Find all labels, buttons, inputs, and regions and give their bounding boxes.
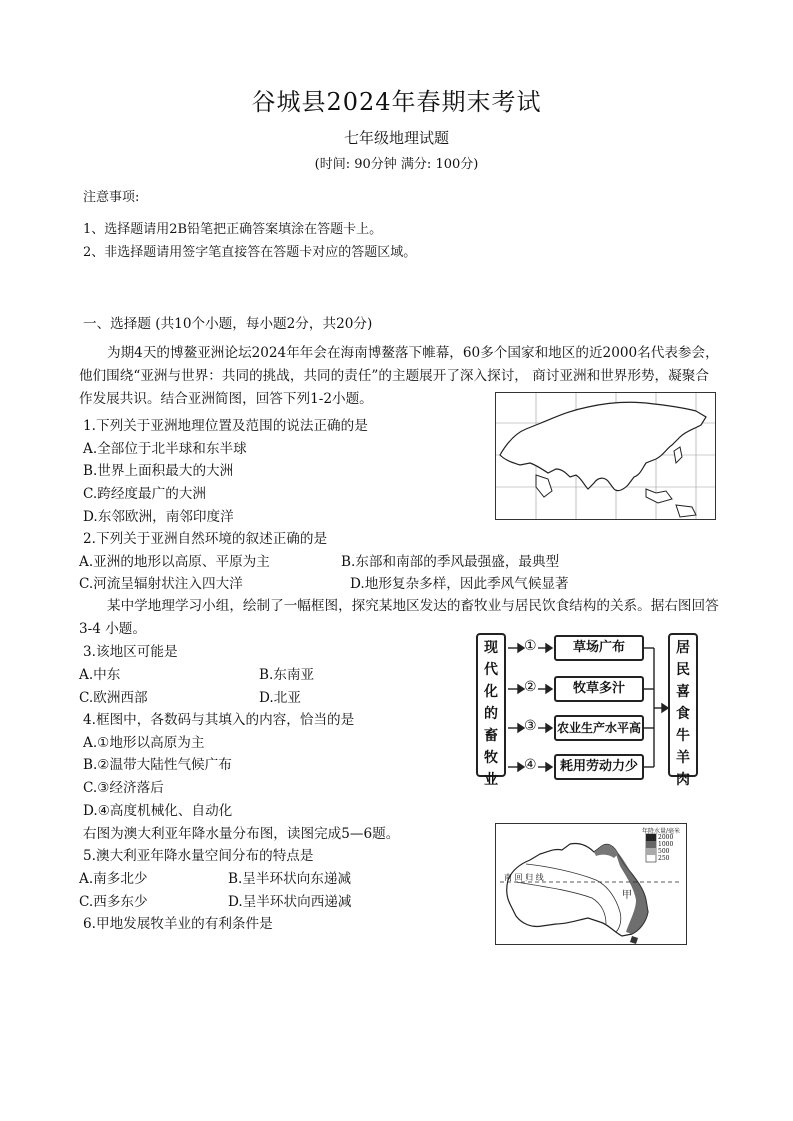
section-heading: 一、选择题 (共10个小题，每小题2分，共20分)	[83, 316, 373, 332]
q2-stem: 2.下列关于亚洲自然环境的叙述正确的是	[83, 531, 328, 547]
australia-rainfall-map	[495, 823, 687, 945]
q3-stem: 3.该地区可能是	[83, 644, 178, 660]
q3-option-b: B.东南亚	[259, 667, 315, 683]
q5-option-c: C.西多东少	[79, 894, 148, 910]
q1-option-b: B.世界上面积最大的大洲	[83, 463, 234, 479]
intro3-text: 右图为澳大利亚年降水量分布图，读图完成5—6题。	[83, 826, 400, 842]
flow-num-4: ④	[524, 757, 537, 773]
modern-livestock-box	[476, 633, 506, 788]
q5-stem: 5.澳大利亚年降水量空间分布的特点是	[83, 848, 314, 864]
legend-value-3: 500	[658, 848, 670, 855]
asia-map-graphic	[496, 393, 715, 519]
q4-option-b: B.②温带大陆性气候广布	[83, 757, 232, 773]
legend-value-1: 2000	[658, 834, 674, 841]
notes-heading: 注意事项:	[83, 190, 140, 205]
intro2-paragraph: 某中学地理学习小组，绘制了一幅框图，探究某地区发达的畜牧业与居民饮食结构的关系。据右图回答3-4 小题。	[79, 598, 719, 637]
note-item-2: 2、非选择题请用签字笔直接答在答题卡对应的答题区域。	[83, 245, 417, 260]
legend-title: 年降水量/毫米	[642, 828, 681, 835]
note-item-1: 1、选择题请用2B铅笔把正确答案填涂在答题卡上。	[83, 222, 383, 237]
q3-option-d: D.北亚	[259, 690, 301, 706]
q4-option-a: A.①地形以高原为主	[83, 735, 205, 751]
q5-option-d: D.呈半环状向西递减	[228, 894, 352, 910]
legend-value-2: 1000	[658, 841, 674, 848]
q2-option-b: B.东部和南部的季风最强盛，最典型	[341, 554, 560, 570]
flow-num-1: ①	[524, 638, 537, 654]
flow-num-3: ③	[524, 718, 537, 734]
q2-option-a: A.亚洲的地形以高原、平原为主	[79, 554, 270, 570]
flow-box-4: 耗用劳动力少	[554, 754, 644, 780]
q2-option-d: D.地形复杂多样，因此季风气候显著	[350, 576, 569, 592]
place-jia-label: 甲	[622, 890, 632, 901]
exam-subtitle: 七年级地理试题	[343, 129, 449, 147]
time-score: (时间: 90分钟 满分: 100分)	[314, 157, 479, 172]
q5-option-a: A.南多北少	[79, 871, 148, 887]
residents-diet-label: 居民喜食牛羊肉	[676, 640, 690, 788]
asia-map	[495, 392, 716, 520]
flow-box-3: 农业生产水平高	[554, 715, 644, 741]
q6-stem: 6.甲地发展牧羊业的有利条件是	[83, 916, 273, 932]
legend-value-4: 250	[658, 855, 670, 862]
flow-box-1: 草场广布	[554, 635, 644, 661]
flow-num-2: ②	[524, 679, 537, 695]
q3-option-a: A.中东	[79, 667, 121, 683]
q4-option-d: D.④高度机械化、自动化	[83, 803, 233, 819]
q2-option-c: C.河流呈辐射状注入四大洋	[79, 576, 243, 592]
q4-option-c: C.③经济落后	[83, 780, 164, 796]
q1-stem: 1.下列关于亚洲地理位置及范围的说法正确的是	[83, 418, 368, 434]
intro-paragraph: 为期4天的博鳌亚洲论坛2024年年会在海南博鳌落下帷幕，60多个国家和地区的近2000名代表参会，他们围绕“亚洲与世界：共同的挑战，共同的责任”的主题展开了深入探讨， 商讨亚洲和世界形势，凝聚合作发展共识。结合亚洲简图，回答下列1-2小题。	[79, 345, 719, 407]
modern-livestock-label: 现代化的畜牧业	[484, 640, 498, 788]
q4-stem: 4.框图中，各数码与其填入的内容，恰当的是	[83, 712, 355, 728]
flow-box-2: 牧草多汁	[554, 676, 644, 702]
residents-diet-box	[668, 633, 698, 788]
q1-option-c: C.跨经度最广的大洲	[83, 486, 206, 502]
exam-title: 谷城县2024年春期末考试	[251, 88, 542, 116]
q5-option-b: B.呈半环状向东递减	[228, 871, 352, 887]
livestock-flow-diagram	[476, 633, 722, 788]
tropic-label: 南 回 归 线	[504, 873, 544, 882]
q1-option-d: D.东邻欧洲，南邻印度洋	[83, 509, 234, 525]
q3-option-c: C.欧洲西部	[79, 690, 148, 706]
q1-option-a: A.全部位于北半球和东半球	[83, 441, 247, 457]
